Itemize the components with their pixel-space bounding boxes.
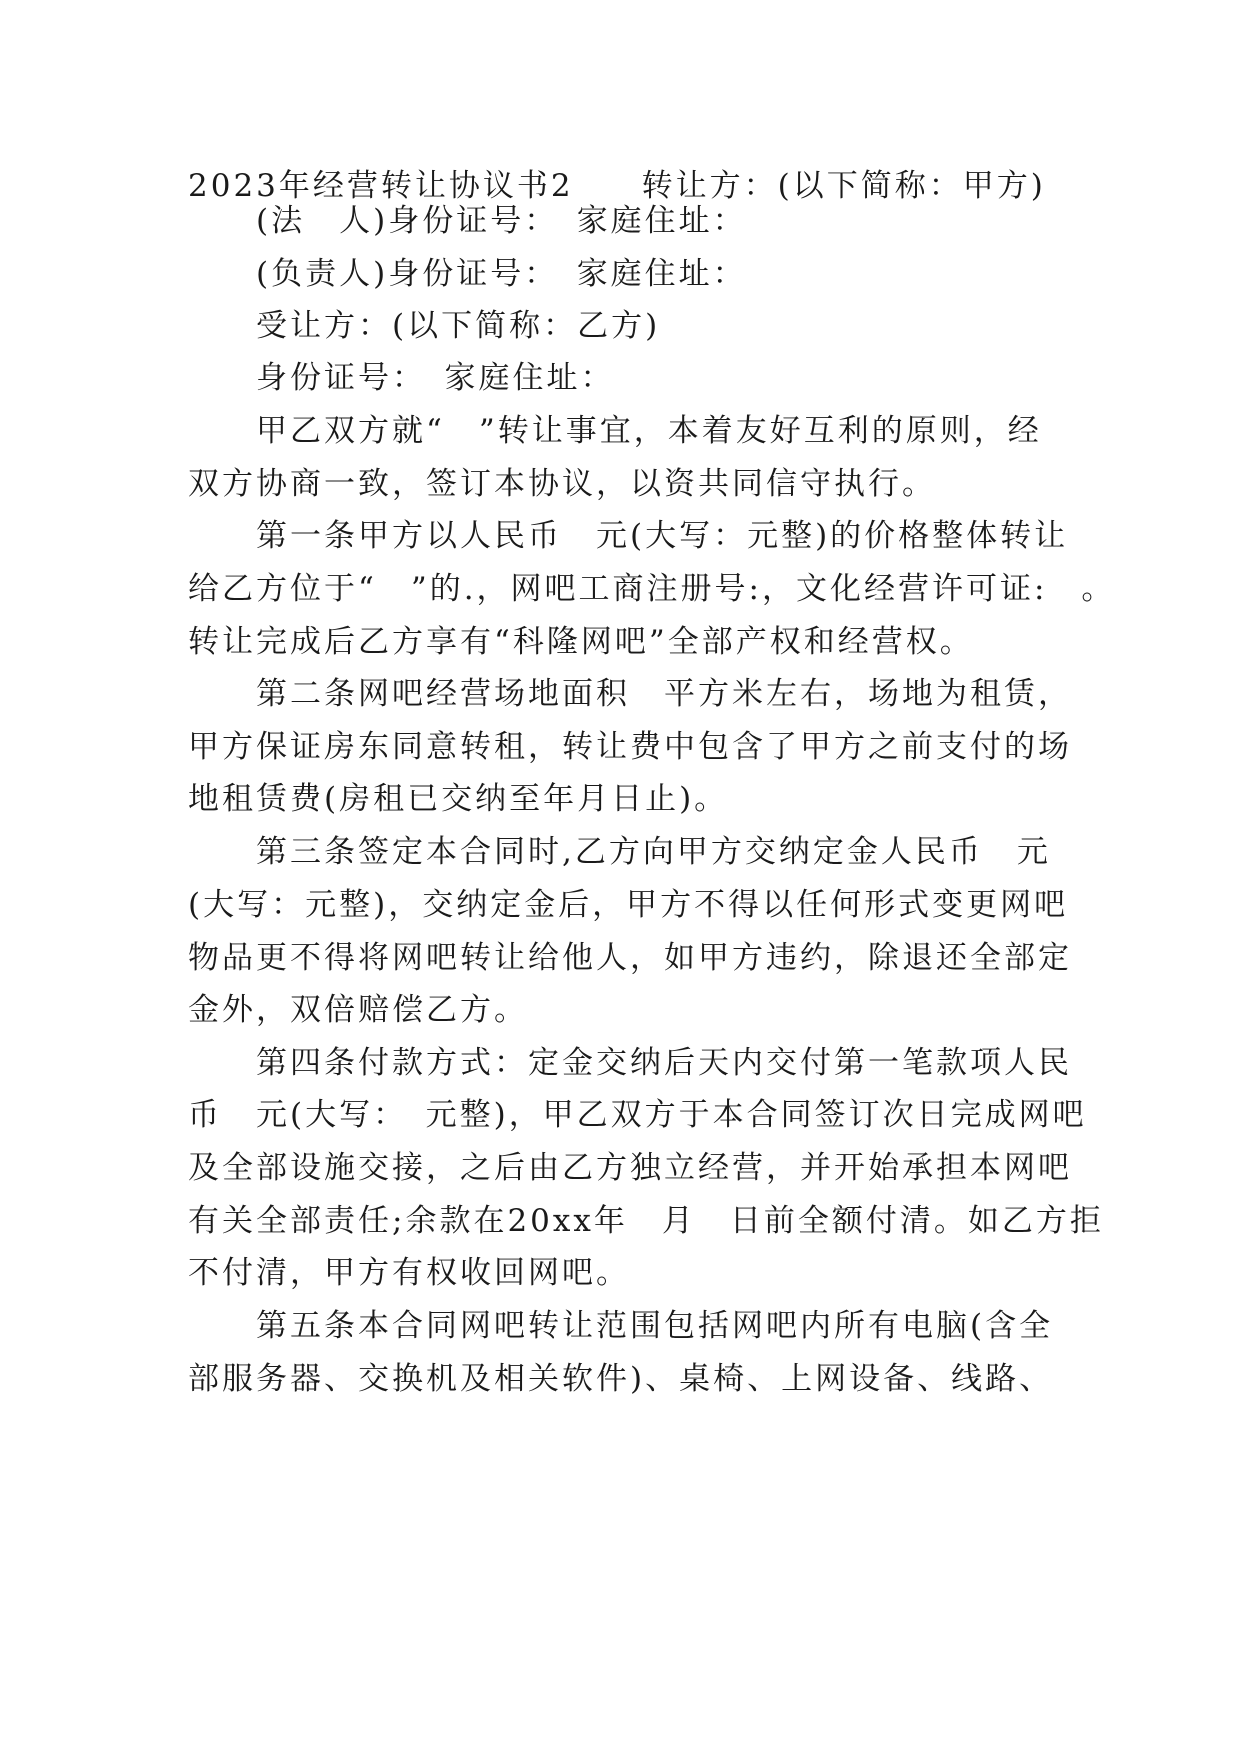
paragraph-line: 金外，双倍赔偿乙方。 (188, 992, 528, 1028)
paragraph-line: 及全部设施交接，之后由乙方独立经营，并开始承担本网吧 (188, 1150, 1072, 1186)
paragraph-line: 给乙方位于“ ”的.，网吧工商注册号:，文化经营许可证: 。 (188, 571, 1116, 607)
article-2-line: 第二条网吧经营场地面积 平方米左右，场地为租赁， (256, 676, 1072, 712)
article-5-line: 第五条本合同网吧转让范围包括网吧内所有电脑(含全 (256, 1308, 1054, 1344)
paragraph-line: 双方协商一致，签订本协议，以资共同信守执行。 (188, 466, 936, 502)
paragraph-line: 有关全部责任;余款在20xx年 月 日前全额付清。如乙方拒 (188, 1203, 1104, 1239)
paragraph-line: 地租赁费(房租已交纳至年月日止)。 (188, 781, 729, 817)
paragraph-line: 甲方保证房东同意转租，转让费中包含了甲方之前支付的场 (188, 729, 1072, 765)
article-4-line: 第四条付款方式：定金交纳后天内交付第一笔款项人民 (256, 1045, 1072, 1081)
legal-person-line: (法 人)身份证号： 家庭住址： (256, 203, 747, 239)
paragraph-line: (大写：元整)，交纳定金后，甲方不得以任何形式变更网吧 (188, 887, 1069, 923)
transferee-line: 受让方：(以下简称：乙方) (256, 308, 661, 344)
paragraph-line: 物品更不得将网吧转让给他人，如甲方违约，除退还全部定 (188, 940, 1072, 976)
paragraph-line: 部服务器、交换机及相关软件)、桌椅、上网设备、线路、 (188, 1361, 1054, 1397)
paragraph-line: 转让完成后乙方享有“科隆网吧”全部产权和经营权。 (188, 624, 974, 660)
article-1-line: 第一条甲方以人民币 元(大写：元整)的价格整体转让 (256, 518, 1069, 554)
transferee-id-line: 身份证号： 家庭住址： (256, 360, 615, 396)
paragraph-line: 不付清，甲方有权收回网吧。 (188, 1255, 630, 1291)
document-title-line: 2023年经营转让协议书2 转让方：(以下简称：甲方) (188, 168, 1046, 204)
article-3-line: 第三条签定本合同时,乙方向甲方交纳定金人民币 元 (256, 834, 1051, 870)
paragraph-line: 甲乙双方就“ ”转让事宜，本着友好互利的原则，经 (256, 413, 1042, 449)
paragraph-line: 币 元(大写： 元整)，甲乙双方于本合同签订次日完成网吧 (188, 1097, 1087, 1133)
responsible-person-line: (负责人)身份证号： 家庭住址： (256, 256, 747, 292)
